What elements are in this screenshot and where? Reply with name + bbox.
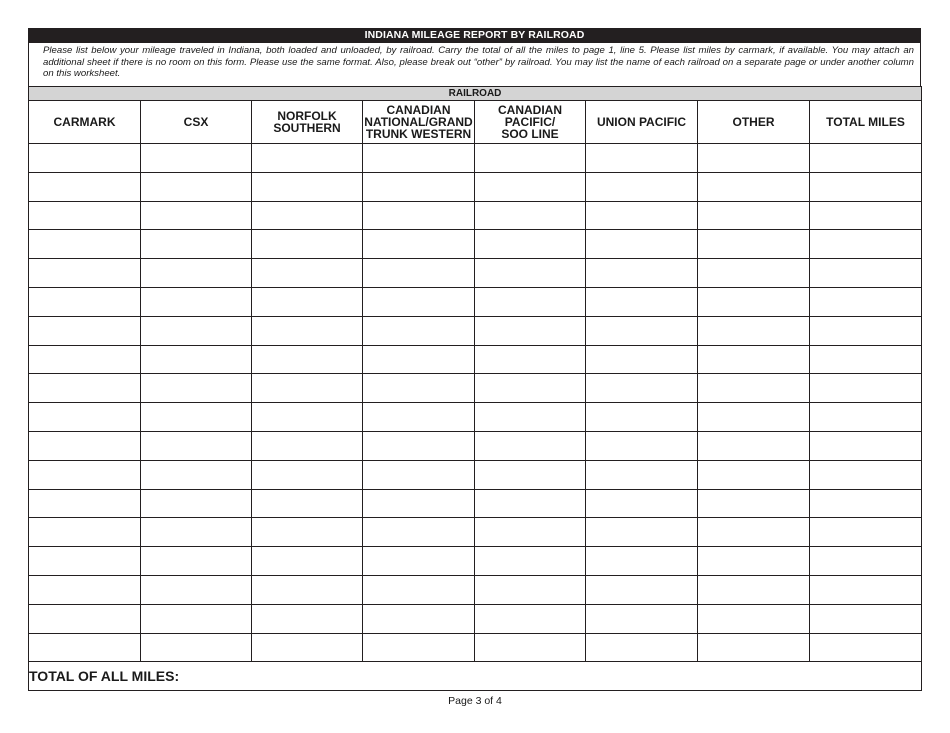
- mileage-entry-cell[interactable]: [141, 230, 252, 259]
- mileage-entry-cell[interactable]: [810, 230, 922, 259]
- mileage-entry-cell[interactable]: [475, 259, 586, 288]
- mileage-entry-cell[interactable]: [810, 144, 922, 173]
- total-row: [29, 662, 922, 691]
- mileage-entry-cell[interactable]: [698, 172, 810, 201]
- mileage-entry-cell[interactable]: [29, 374, 141, 403]
- mileage-entry-cell[interactable]: [698, 575, 810, 604]
- mileage-entry-cell[interactable]: [810, 172, 922, 201]
- mileage-entry-cell[interactable]: [586, 518, 698, 547]
- column-header-carmark: [29, 101, 141, 144]
- mileage-entry-cell[interactable]: [252, 345, 363, 374]
- mileage-entry-cell[interactable]: [252, 374, 363, 403]
- mileage-entry-cell[interactable]: [29, 460, 141, 489]
- column-header-line: TOTAL MILES: [826, 115, 905, 129]
- mileage-report-form: [28, 28, 921, 691]
- total-of-all-miles-label: TOTAL OF ALL MILES:: [29, 662, 922, 691]
- column-header-line: CANADIAN: [386, 103, 451, 117]
- mileage-entry-cell[interactable]: [363, 287, 475, 316]
- mileage-entry-cell[interactable]: [363, 316, 475, 345]
- mileage-entry-cell[interactable]: [363, 345, 475, 374]
- mileage-entry-cell[interactable]: [586, 374, 698, 403]
- column-header-line: SOO LINE: [501, 127, 559, 141]
- mileage-entry-cell[interactable]: [252, 547, 363, 576]
- mileage-entry-cell[interactable]: [698, 403, 810, 432]
- table-row: [29, 460, 922, 489]
- mileage-entry-cell[interactable]: [586, 316, 698, 345]
- table-row: [29, 201, 922, 230]
- mileage-entry-cell[interactable]: [586, 575, 698, 604]
- mileage-entry-cell[interactable]: [586, 201, 698, 230]
- column-header-line: CSX: [183, 115, 209, 129]
- mileage-entry-cell[interactable]: [29, 230, 141, 259]
- mileage-entry-cell[interactable]: [252, 575, 363, 604]
- mileage-entry-cell[interactable]: [141, 547, 252, 576]
- mileage-entry-cell[interactable]: [29, 518, 141, 547]
- table-row: [29, 345, 922, 374]
- mileage-entry-cell[interactable]: [29, 403, 141, 432]
- mileage-entry-cell[interactable]: [586, 460, 698, 489]
- mileage-entry-cell[interactable]: [586, 144, 698, 173]
- mileage-entry-cell[interactable]: [698, 604, 810, 633]
- mileage-entry-cell[interactable]: [586, 604, 698, 633]
- mileage-entry-cell[interactable]: [698, 489, 810, 518]
- mileage-entry-cell[interactable]: [141, 575, 252, 604]
- mileage-entry-cell[interactable]: [475, 547, 586, 576]
- table-row: [29, 144, 922, 173]
- form-instructions: Please list below your mileage traveled in Indiana, both loaded and unloaded, by railroad. Carry the total of all the miles to page 1, line 5. Please list miles by carmark, if available. You may attach an additional sheet if there is no room on this form. Please use the same format. Also, please break out “other” by railroad. You may list the name of each railroad on a separate page or under another column on this worksheet.: [28, 43, 921, 86]
- mileage-entry-cell[interactable]: [252, 144, 363, 173]
- mileage-entry-cell[interactable]: [810, 201, 922, 230]
- mileage-entry-cell[interactable]: [810, 287, 922, 316]
- mileage-entry-cell[interactable]: [698, 230, 810, 259]
- mileage-entry-cell[interactable]: [810, 547, 922, 576]
- column-header-line: CARMARK: [53, 115, 116, 129]
- mileage-entry-cell[interactable]: [252, 259, 363, 288]
- column-header-canadian-national-grand-trunk-western: [363, 101, 475, 144]
- table-row: [29, 172, 922, 201]
- mileage-table-body: [29, 144, 922, 662]
- mileage-entry-cell[interactable]: [698, 633, 810, 662]
- mileage-entry-cell[interactable]: [586, 633, 698, 662]
- mileage-entry-cell[interactable]: [252, 460, 363, 489]
- column-header-csx: [141, 101, 252, 144]
- mileage-entry-cell[interactable]: [141, 259, 252, 288]
- mileage-entry-cell[interactable]: [586, 489, 698, 518]
- mileage-entry-cell[interactable]: [475, 633, 586, 662]
- mileage-entry-cell[interactable]: [363, 460, 475, 489]
- mileage-entry-cell[interactable]: [141, 633, 252, 662]
- mileage-entry-cell[interactable]: [810, 259, 922, 288]
- mileage-entry-cell[interactable]: [141, 287, 252, 316]
- mileage-entry-cell[interactable]: [252, 604, 363, 633]
- mileage-entry-cell[interactable]: [363, 547, 475, 576]
- mileage-entry-cell[interactable]: [363, 201, 475, 230]
- table-row: [29, 403, 922, 432]
- mileage-entry-cell[interactable]: [141, 604, 252, 633]
- mileage-table: [28, 86, 922, 691]
- mileage-entry-cell[interactable]: [698, 518, 810, 547]
- mileage-entry-cell[interactable]: [475, 345, 586, 374]
- mileage-entry-cell[interactable]: [141, 431, 252, 460]
- mileage-entry-cell[interactable]: [475, 460, 586, 489]
- mileage-entry-cell[interactable]: [29, 259, 141, 288]
- mileage-entry-cell[interactable]: [810, 374, 922, 403]
- mileage-entry-cell[interactable]: [252, 489, 363, 518]
- mileage-entry-cell[interactable]: [475, 287, 586, 316]
- mileage-entry-cell[interactable]: [586, 287, 698, 316]
- mileage-entry-cell[interactable]: [141, 345, 252, 374]
- mileage-entry-cell[interactable]: [363, 259, 475, 288]
- table-row: [29, 518, 922, 547]
- mileage-entry-cell[interactable]: [363, 604, 475, 633]
- mileage-entry-cell[interactable]: [698, 144, 810, 173]
- mileage-entry-cell[interactable]: [29, 604, 141, 633]
- mileage-entry-cell[interactable]: [810, 431, 922, 460]
- mileage-entry-cell[interactable]: [810, 633, 922, 662]
- mileage-entry-cell[interactable]: [363, 172, 475, 201]
- column-header-line: PACIFIC/: [504, 115, 556, 129]
- mileage-entry-cell[interactable]: [810, 460, 922, 489]
- mileage-entry-cell[interactable]: [29, 287, 141, 316]
- mileage-entry-cell[interactable]: [475, 374, 586, 403]
- mileage-entry-cell[interactable]: [586, 403, 698, 432]
- column-header-union-pacific: [586, 101, 698, 144]
- mileage-entry-cell[interactable]: [810, 518, 922, 547]
- mileage-entry-cell[interactable]: [363, 489, 475, 518]
- table-row: [29, 287, 922, 316]
- mileage-entry-cell[interactable]: [810, 575, 922, 604]
- mileage-entry-cell[interactable]: [141, 144, 252, 173]
- mileage-entry-cell[interactable]: [141, 172, 252, 201]
- mileage-entry-cell[interactable]: [29, 144, 141, 173]
- mileage-entry-cell[interactable]: [252, 316, 363, 345]
- mileage-entry-cell[interactable]: [252, 287, 363, 316]
- mileage-entry-cell[interactable]: [475, 144, 586, 173]
- mileage-entry-cell[interactable]: [29, 633, 141, 662]
- table-row: [29, 374, 922, 403]
- mileage-entry-cell[interactable]: [141, 489, 252, 518]
- mileage-entry-cell[interactable]: [363, 144, 475, 173]
- mileage-entry-cell[interactable]: [586, 431, 698, 460]
- column-header-line: NATIONAL/GRAND: [364, 115, 473, 129]
- form-title: INDIANA MILEAGE REPORT BY RAILROAD: [28, 28, 921, 43]
- column-header-norfolk-southern: [252, 101, 363, 144]
- mileage-entry-cell[interactable]: [141, 403, 252, 432]
- column-header-line: SOUTHERN: [273, 121, 341, 135]
- mileage-entry-cell[interactable]: [475, 489, 586, 518]
- table-row: [29, 259, 922, 288]
- mileage-entry-cell[interactable]: [475, 201, 586, 230]
- mileage-entry-cell[interactable]: [29, 172, 141, 201]
- mileage-entry-cell[interactable]: [363, 575, 475, 604]
- mileage-entry-cell[interactable]: [141, 374, 252, 403]
- mileage-entry-cell[interactable]: [475, 604, 586, 633]
- mileage-entry-cell[interactable]: [475, 403, 586, 432]
- column-header-row: [29, 101, 922, 144]
- mileage-entry-cell[interactable]: [810, 316, 922, 345]
- table-row: [29, 547, 922, 576]
- column-header-other: [698, 101, 810, 144]
- mileage-entry-cell[interactable]: [698, 201, 810, 230]
- page-number: Page 3 of 4: [448, 695, 502, 707]
- mileage-entry-cell[interactable]: [810, 345, 922, 374]
- mileage-entry-cell[interactable]: [252, 431, 363, 460]
- mileage-entry-cell[interactable]: [810, 604, 922, 633]
- mileage-entry-cell[interactable]: [141, 201, 252, 230]
- mileage-entry-cell[interactable]: [363, 403, 475, 432]
- mileage-entry-cell[interactable]: [698, 259, 810, 288]
- mileage-entry-cell[interactable]: [586, 259, 698, 288]
- mileage-entry-cell[interactable]: [698, 374, 810, 403]
- mileage-entry-cell[interactable]: [252, 403, 363, 432]
- mileage-entry-cell[interactable]: [29, 345, 141, 374]
- mileage-entry-cell[interactable]: [141, 518, 252, 547]
- mileage-entry-cell[interactable]: [363, 431, 475, 460]
- mileage-entry-cell[interactable]: [698, 431, 810, 460]
- mileage-entry-cell[interactable]: [810, 403, 922, 432]
- railroad-group-header: RAILROAD: [29, 87, 922, 101]
- mileage-entry-cell[interactable]: [363, 374, 475, 403]
- mileage-entry-cell[interactable]: [475, 518, 586, 547]
- mileage-entry-cell[interactable]: [810, 489, 922, 518]
- mileage-entry-cell[interactable]: [29, 316, 141, 345]
- mileage-entry-cell[interactable]: [698, 316, 810, 345]
- mileage-entry-cell[interactable]: [475, 431, 586, 460]
- mileage-entry-cell[interactable]: [363, 230, 475, 259]
- mileage-entry-cell[interactable]: [698, 287, 810, 316]
- mileage-entry-cell[interactable]: [586, 345, 698, 374]
- column-header-line: CANADIAN: [498, 103, 562, 117]
- mileage-entry-cell[interactable]: [698, 345, 810, 374]
- mileage-entry-cell[interactable]: [363, 518, 475, 547]
- table-row: [29, 431, 922, 460]
- table-row: [29, 316, 922, 345]
- mileage-entry-cell[interactable]: [363, 633, 475, 662]
- mileage-entry-cell[interactable]: [141, 316, 252, 345]
- mileage-entry-cell[interactable]: [698, 460, 810, 489]
- mileage-entry-cell[interactable]: [29, 547, 141, 576]
- mileage-entry-cell[interactable]: [252, 172, 363, 201]
- mileage-entry-cell[interactable]: [252, 230, 363, 259]
- mileage-entry-cell[interactable]: [475, 316, 586, 345]
- column-header-canadian-pacific-soo-line: [475, 101, 586, 144]
- mileage-entry-cell[interactable]: [252, 518, 363, 547]
- table-row: [29, 604, 922, 633]
- mileage-entry-cell[interactable]: [586, 230, 698, 259]
- mileage-entry-cell[interactable]: [29, 575, 141, 604]
- column-header-line: TRUNK WESTERN: [365, 127, 472, 141]
- column-header-line: UNION PACIFIC: [596, 115, 687, 129]
- column-header-line: NORFOLK: [277, 109, 337, 123]
- table-row: [29, 575, 922, 604]
- mileage-entry-cell[interactable]: [252, 633, 363, 662]
- mileage-entry-cell[interactable]: [29, 201, 141, 230]
- mileage-entry-cell[interactable]: [475, 575, 586, 604]
- column-header-line: OTHER: [732, 115, 775, 129]
- column-header-total-miles: [810, 101, 922, 144]
- table-row: [29, 230, 922, 259]
- mileage-entry-cell[interactable]: [29, 489, 141, 518]
- mileage-entry-cell[interactable]: [475, 230, 586, 259]
- mileage-entry-cell[interactable]: [586, 547, 698, 576]
- mileage-entry-cell[interactable]: [698, 547, 810, 576]
- mileage-entry-cell[interactable]: [475, 172, 586, 201]
- mileage-entry-cell[interactable]: [252, 201, 363, 230]
- table-row: [29, 633, 922, 662]
- mileage-entry-cell[interactable]: [586, 172, 698, 201]
- table-row: [29, 489, 922, 518]
- mileage-entry-cell[interactable]: [29, 431, 141, 460]
- mileage-entry-cell[interactable]: [141, 460, 252, 489]
